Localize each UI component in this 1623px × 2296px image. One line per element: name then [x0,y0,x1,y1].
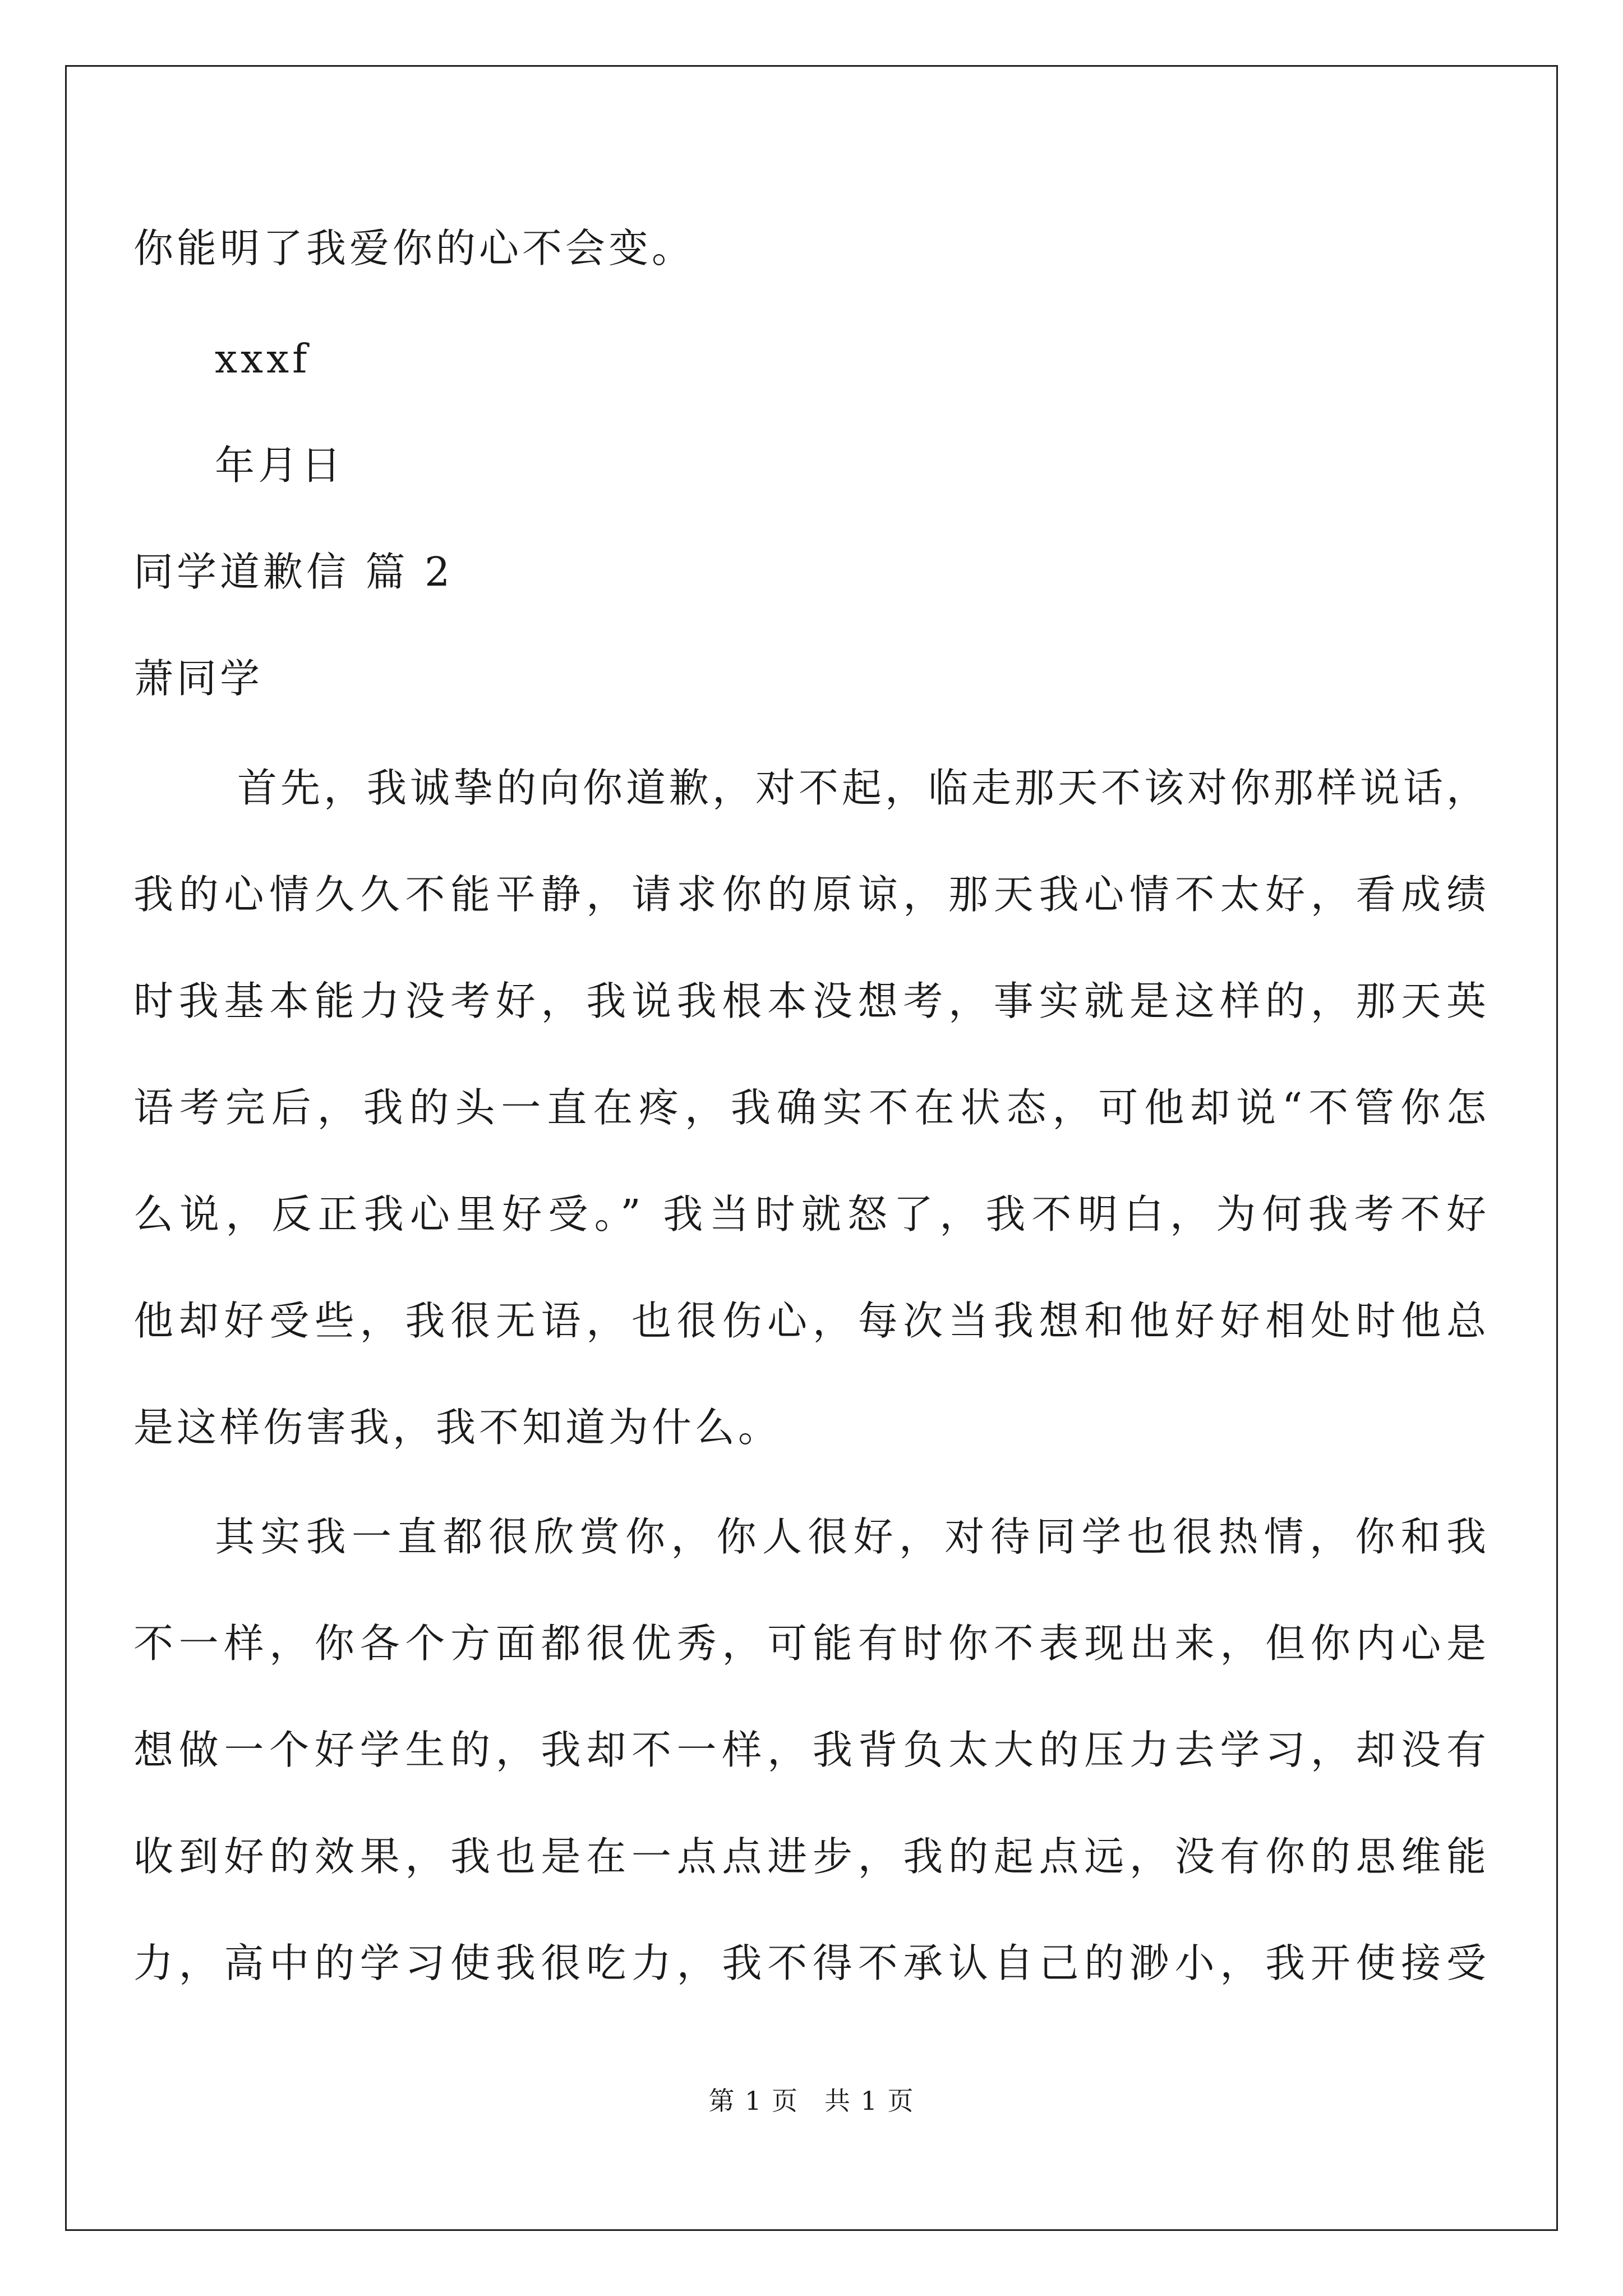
paragraph-line: 时我基本能力没考好，我说我根本没想考，事实就是这样的，那天英 [133,978,1490,1024]
paragraph-line: 是这样伤害我，我不知道为什么。 [133,1404,782,1451]
section-heading: 同学道歉信 篇 2 [133,549,454,595]
text-line: 你能明了我爱你的心不会变。 [133,225,695,272]
paragraph-line: 他却好受些，我很无语，也很伤心，每次当我想和他好好相处时他总 [133,1297,1490,1344]
page-total: 共 1 页 [824,2086,915,2116]
paragraph-line: 么说，反正我心里好受。” 我当时就怒了，我不明白，为何我考不好 [133,1191,1490,1237]
page-border [65,65,1558,2231]
paragraph-line: 语考完后，我的头一直在疼，我确实不在状态，可他却说“不管你怎 [133,1084,1490,1131]
paragraph-line: 力，高中的学习使我很吃力，我不得不承认自己的渺小，我开使接受 [133,1940,1490,1986]
paragraph-line: 想做一个好学生的，我却不一样，我背负太大的压力去学习，却没有 [133,1727,1490,1773]
salutation: 萧同学 [133,655,264,702]
paragraph-line: 我的心情久久不能平静，请求你的原谅，那天我心情不太好，看成绩 [133,871,1490,918]
signature-name: xxxf [215,335,311,382]
signature-date: 年月日 [215,442,345,489]
page-footer [0,2084,1623,2118]
paragraph-line: 收到好的效果，我也是在一点点进步，我的起点远，没有你的思维能 [133,1833,1490,1880]
page-number: 第 1 页 [708,2086,799,2116]
paragraph-line: 首先，我诚挚的向你道歉，对不起，临走那天不该对你那样说话， [237,765,1490,811]
paragraph-line: 其实我一直都很欣赏你，你人很好，对待同学也很热情，你和我 [215,1513,1490,1560]
paragraph-line: 不一样，你各个方面都很优秀，可能有时你不表现出来，但你内心是 [133,1620,1490,1667]
